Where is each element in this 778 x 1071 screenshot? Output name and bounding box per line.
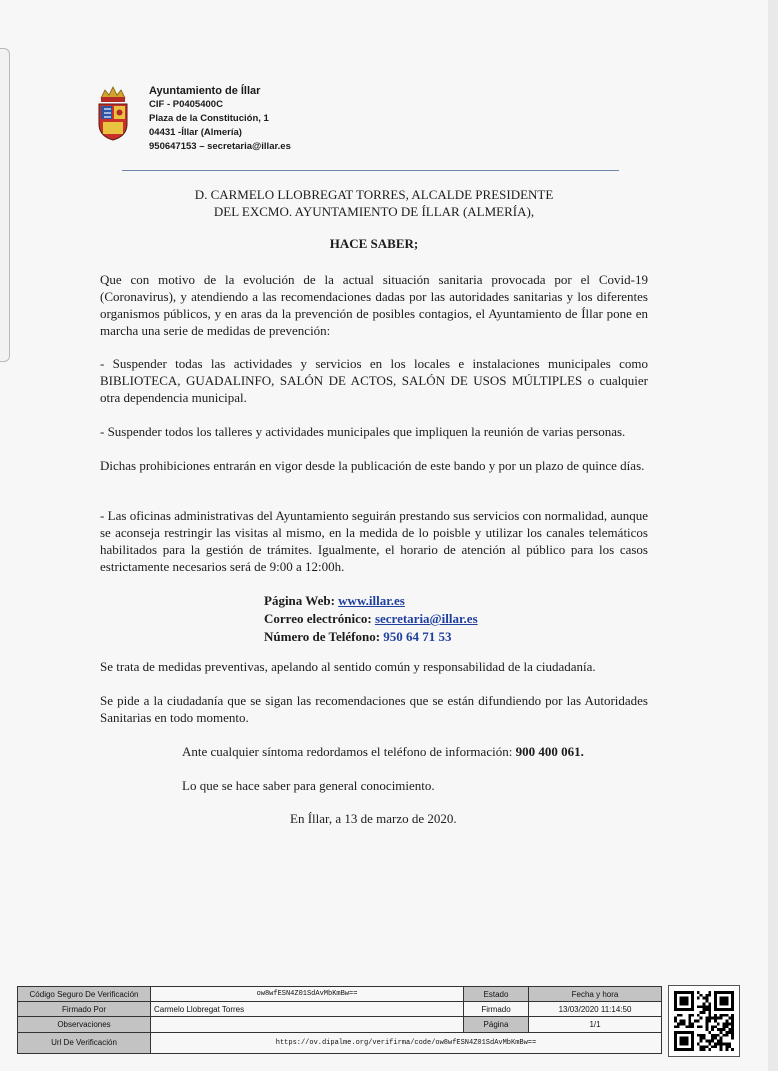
letterhead-postal: 04431 -Íllar (Almería) [149,127,242,138]
web-link[interactable]: www.illar.es [338,593,405,608]
url-value[interactable]: https://ov.dipalme.org/verifirma/code/ow8wfESN4Z01SdAvMbKmBw== [151,1032,662,1053]
fecha-label: Fecha y hora [529,987,662,1002]
closing-info-phone-line [182,744,584,760]
csv-label: Código Seguro De Verificación [18,987,151,1002]
pagina-value: 1/1 [529,1017,662,1032]
page-edge-tab [0,48,10,362]
web-label: Página Web: [264,593,335,608]
observaciones-label: Observaciones [18,1017,151,1032]
header-divider [122,170,619,171]
email-label: Correo electrónico: [264,611,372,626]
info-phone-number: 900 400 061. [515,744,584,759]
info-phone-text: Ante cualquier síntoma redordamos el teléfono de información: [182,744,513,759]
title-line-2: DEL EXCMO. AYUNTAMIENTO DE ÍLLAR (ALMERÍA), [213,204,535,219]
fecha-value: 13/03/2020 11:14:50 [529,1002,662,1017]
firmado-por-label: Firmado Por [18,1002,151,1017]
contact-web-row [264,592,478,610]
contact-block [264,592,478,646]
url-label: Url De Verificación [18,1032,151,1053]
paragraph-measure-2: - Suspender todos los talleres y actividades municipales que impliquen la reunión de varias personas. [100,424,626,439]
observaciones-value [151,1017,464,1032]
closing-paragraph-1: Se trata de medidas preventivas, apelando al sentido común y responsabilidad de la ciudadanía. [100,659,596,674]
letterhead-address: Plaza de la Constitución, 1 [149,113,269,124]
sig-row-observaciones [18,1017,662,1032]
coat-of-arms-logo [96,84,130,142]
sig-row-url [18,1032,662,1053]
firmado-status: Firmado [464,1002,529,1017]
estado-label: Estado [464,987,529,1002]
email-link[interactable]: secretaria@illar.es [374,611,478,626]
letterhead-municipality: Ayuntamiento de Íllar [149,85,261,97]
sig-row-firmado [18,1002,662,1017]
contact-phone-row [264,628,478,646]
paragraph-measure-1: - Suspender todas las actividades y servicios en los locales e instalaciones municipales como BIBLIOTECA, GUADALINFO, SALÓN DE ACTOS, SALÓN DE USOS MÚLTIPLES o cualquier otra dependencia municipal. [100,356,648,405]
letterhead-cif: CIF - P0405400C [149,99,223,110]
hace-saber-heading: HACE SABER; [329,236,419,251]
document-title [100,186,648,220]
letterhead [149,84,291,154]
signature-verification-table [17,986,662,1054]
contact-email-row [264,610,478,628]
letterhead-contact: 950647153 – secretaria@illar.es [149,141,291,152]
document-date: En Íllar, a 13 de marzo de 2020. [290,811,457,826]
closing-paragraph-2: Se pide a la ciudadanía que se sigan las recomendaciones que se están difundiendo por las Autoridades Sanitarias en todo momento. [100,693,648,725]
closing-notice: Lo que se hace saber para general conocimiento. [182,778,435,793]
qr-code-icon [674,991,734,1051]
paragraph-duration: Dichas prohibiciones entrarán en vigor desde la publicación de este bando y por un plazo de quince días. [100,458,645,473]
title-line-1: D. CARMELO LLOBREGAT TORRES, ALCALDE PRESIDENTE [194,187,554,202]
paragraph-intro: Que con motivo de la evolución de la actual situación sanitaria provocada por el Covid-19 (Coronavirus), y atendiendo a las recomendaciones dadas por las autoridades sanitarias y los diferentes organismos públicos, y en aras da la prevención de posibles contagios, el Ayuntamiento de Íllar pone en marcha una serie de medidas de prevención: [100,272,648,338]
phone-value: 950 64 71 53 [383,629,452,644]
sig-row-csv [18,987,662,1002]
phone-label: Número de Teléfono: [264,629,381,644]
qr-code-box [668,985,740,1057]
csv-value: ow8wfESN4Z01SdAvMbKmBw== [151,987,464,1002]
firmado-por-value: Carmelo Llobregat Torres [151,1002,464,1017]
paragraph-offices: - Las oficinas administrativas del Ayuntamiento seguirán prestando sus servicios con normalidad, aunque se aconseja restringir las visitas al mismo, en la medida de lo poisble y utilizar los canales telemáticos habilitados para la gestión de trámites. Igualmente, el horario de atención al público para los casos estrictamente necesarios será de 9:00 a 12:00h. [100,508,648,574]
pagina-label: Página [464,1017,529,1032]
